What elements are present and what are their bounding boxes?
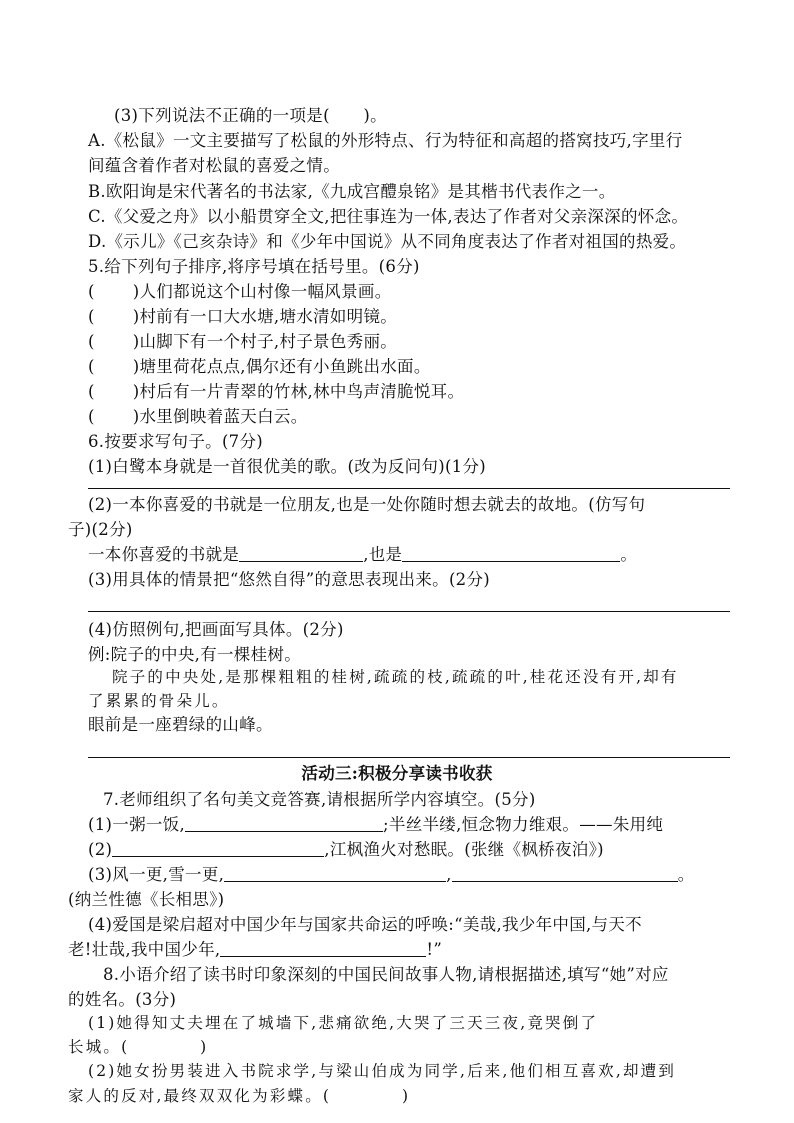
fill-text: ;半丝半缕,恒念物力维艰。——朱用纯 xyxy=(383,815,664,834)
q8-part2-line1: (2)她女扮男装进入书院求学,与梁山伯成为同学,后来,他们相互喜欢,却遭到 xyxy=(88,1062,677,1080)
q7-line1 xyxy=(88,814,663,836)
q7-line3-source: (纳兰性德《长相思》) xyxy=(68,890,225,909)
fill-text: !” xyxy=(426,940,443,959)
q5-item-text: 村后有一片青翠的竹林,林中鸟声清脆悦耳。 xyxy=(139,382,465,401)
q5-stem: 5.给下列句子排序,将序号填在括号里。(6分) xyxy=(88,257,420,276)
answer-blank[interactable] xyxy=(239,545,363,562)
answer-blank[interactable] xyxy=(402,545,620,562)
q6-example: 例:院子的中央,有一棵桂树。 xyxy=(88,645,302,664)
q6-example-line2: 了累累的骨朵儿。 xyxy=(88,692,230,710)
fill-text: 。 xyxy=(620,545,638,564)
answer-line[interactable] xyxy=(88,611,730,612)
q6-stem: 6.按要求写句子。(7分) xyxy=(88,432,264,451)
q6-part3: (3)用具体的情景把“悠然自得”的意思表现出来。(2分) xyxy=(88,570,491,589)
q5-item-text: 村前有一口大水塘,塘水清如明镜。 xyxy=(139,307,398,326)
fill-text: (1)一粥一饭, xyxy=(88,815,186,834)
q8-stem-line2: 的姓名。(3分) xyxy=(68,990,177,1009)
answer-line[interactable] xyxy=(88,757,730,758)
answer-blank[interactable] xyxy=(185,815,383,832)
q7-line2 xyxy=(88,839,604,861)
q5-item: ( )村前有一口大水塘,塘水清如明镜。 xyxy=(88,307,398,326)
q6-part2-line2: 子)(2分) xyxy=(68,520,133,539)
fill-text: (3)风一更,雪一更, xyxy=(88,865,225,884)
q4-3-option-c: C.《父爱之舟》以小船贯穿全文,把往事连为一体,表达了作者对父亲深深的怀念。 xyxy=(88,207,689,226)
fill-text: ,江枫渔火对愁眠。(张继《枫桥夜泊》) xyxy=(324,840,604,859)
fill-text: 。 xyxy=(677,865,695,884)
q5-item: ( )山脚下有一个村子,村子景色秀丽。 xyxy=(88,332,398,351)
q6-part2-line1: (2)一本你喜爱的书就是一位朋友,也是一处你随时想去就去的故地。(仿写句 xyxy=(88,495,646,514)
q6-task: 眼前是一座碧绿的山峰。 xyxy=(88,715,273,734)
answer-blank[interactable] xyxy=(452,865,678,882)
q4-3-option-a-line2: 间蕴含着作者对松鼠的喜爱之情。 xyxy=(88,156,340,175)
q6-example-line1: 院子的中央处,是那棵粗粗的桂树,疏疏的枝,疏疏的叶,桂花还没有开,却有 xyxy=(112,668,679,686)
q4-3-stem: (3)下列说法不正确的一项是( )。 xyxy=(114,106,387,125)
q7-stem: 7.老师组织了名句美文竞答赛,请根据所学内容填空。(5分) xyxy=(103,790,536,809)
q8-part1-line1: (1)她得知丈夫埋在了城墙下,悲痛欲绝,大哭了三天三夜,竟哭倒了 xyxy=(88,1014,599,1032)
fill-text: 老!壮哉,我中国少年, xyxy=(68,940,221,959)
q5-item-text: 水里倒映着蓝天白云。 xyxy=(139,407,308,426)
q4-3-option-d: D.《示儿》《己亥杂诗》和《少年中国说》从不同角度表达了作者对祖国的热爱。 xyxy=(88,232,687,251)
answer-blank[interactable] xyxy=(220,940,426,957)
q6-part2-fill xyxy=(88,544,637,566)
q4-3-option-b: B.欧阳询是宋代著名的书法家,《九成宫醴泉铭》是其楷书代表作之一。 xyxy=(88,182,616,201)
q5-item-text: 山脚下有一个村子,村子景色秀丽。 xyxy=(139,332,398,351)
q6-part1: (1)白鹭本身就是一首很优美的歌。(改为反问句)(1分) xyxy=(88,457,487,476)
q8-part2-line2: 家人的反对,最终双双化为彩蝶。( ) xyxy=(68,1087,411,1105)
q5-item: ( )人们都说这个山村像一幅风景画。 xyxy=(88,282,392,301)
q6-part4: (4)仿照例句,把画面写具体。(2分) xyxy=(88,620,344,639)
answer-line[interactable] xyxy=(88,488,730,489)
q8-part1-line2: 长城。( ) xyxy=(68,1038,209,1056)
q8-stem-line1: 8.小语介绍了读书时印象深刻的中国民间故事人物,请根据描述,填写“她”对应 xyxy=(103,965,669,984)
q7-line3 xyxy=(88,864,695,886)
fill-text: ,也是 xyxy=(363,545,403,564)
fill-text: (2) xyxy=(88,840,113,859)
q5-item-text: 人们都说这个山村像一幅风景画。 xyxy=(139,282,392,301)
fill-text: 一本你喜爱的书就是 xyxy=(88,545,240,564)
answer-blank[interactable] xyxy=(112,840,324,857)
q7-line4: (4)爱国是梁启超对中国少年与国家共命运的呼唤:“美哉,我少年中国,与天不 xyxy=(88,915,642,934)
q4-3-option-a-line1: A.《松鼠》一文主要描写了松鼠的外形特点、行为特征和高超的搭窝技巧,字里行 xyxy=(88,131,683,150)
answer-blank[interactable] xyxy=(224,865,446,882)
q5-item: ( )水里倒映着蓝天白云。 xyxy=(88,407,308,426)
section-title: 活动三:积极分享读书收获 xyxy=(301,764,493,783)
q5-item: ( )村后有一片青翠的竹林,林中鸟声清脆悦耳。 xyxy=(88,382,465,401)
q7-line4-fill xyxy=(68,939,442,961)
q5-item-text: 塘里荷花点点,偶尔还有小鱼跳出水面。 xyxy=(139,357,431,376)
q5-item: ( )塘里荷花点点,偶尔还有小鱼跳出水面。 xyxy=(88,357,431,376)
fill-text: , xyxy=(446,865,452,884)
